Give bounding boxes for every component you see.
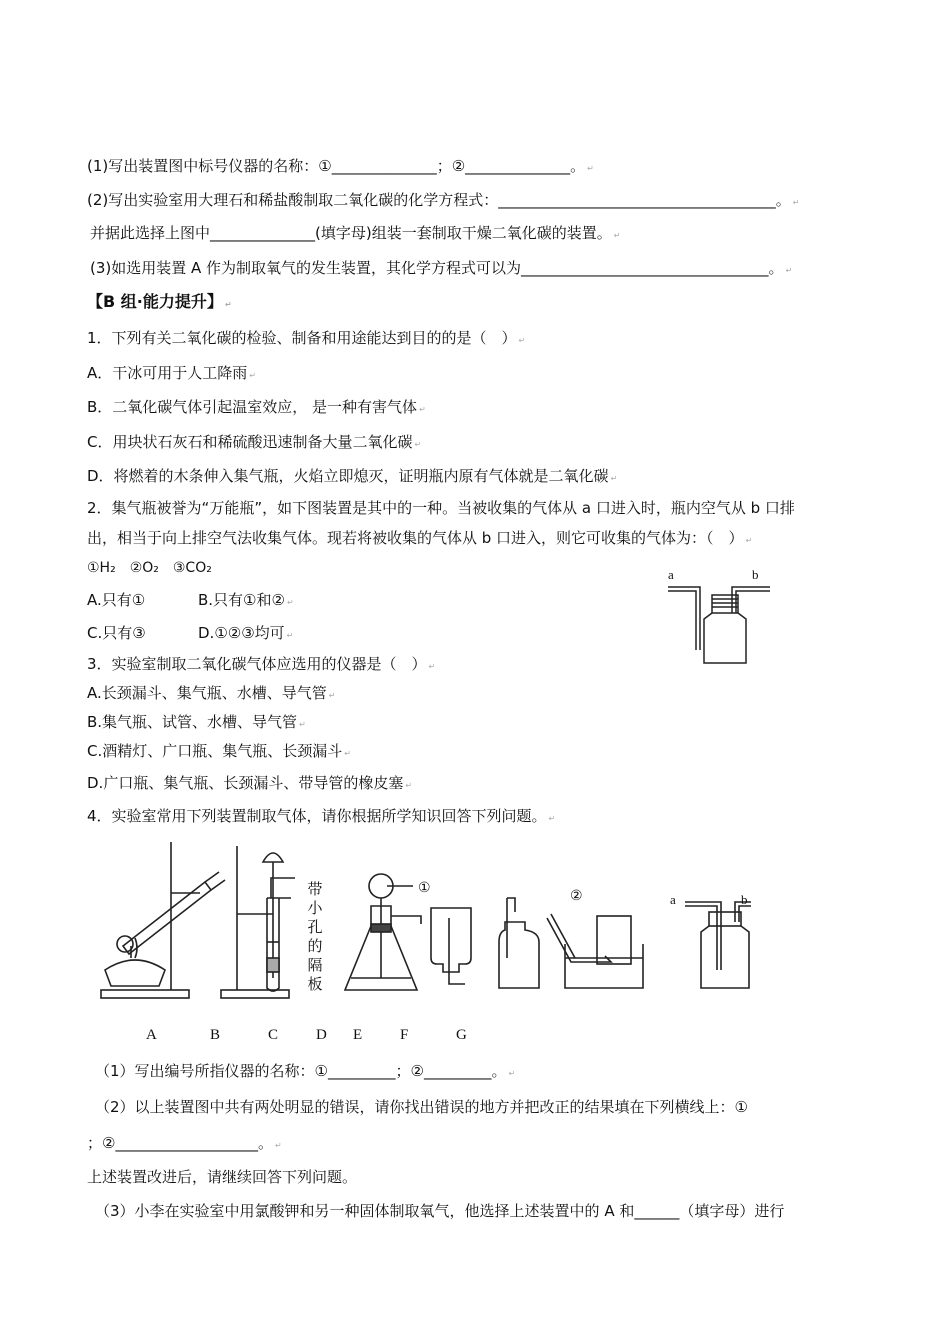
fig-letter-b: B <box>210 1027 221 1043</box>
fig-letter-a: A <box>146 1027 157 1043</box>
sectionA-q3: (3)如选用装置 A 作为制取氧气的发生装置，其化学方程式可以为_________________________________。 ↵ <box>90 259 793 277</box>
p4-q1: （1）写出编号所指仪器的名称：①_________；②_________。 ↵ <box>95 1062 516 1080</box>
p2-stem-1: 2．集气瓶被誉为“万能瓶”，如下图装置是其中的一种。当被收集的气体从 a 口进入时，瓶内空气从 b 口排 <box>87 499 795 517</box>
p2-fig-label-a: a <box>668 567 674 582</box>
p3-option-c: C.酒精灯、广口瓶、集气瓶、长颈漏斗 ↵ <box>87 742 351 760</box>
fig-letter-g: G <box>456 1027 467 1043</box>
p1-stem: 1．下列有关二氧化碳的检验、制备和用途能达到目的的是（ ） ↵ <box>87 329 526 347</box>
p4-label-circle-2: ② <box>570 889 583 904</box>
p3-option-d: D.广口瓶、集气瓶、长颈漏斗、带导管的橡皮塞 ↵ <box>87 774 413 792</box>
p4-q2: （2）以上装置图中共有两处明显的错误，请你找出错误的地方并把改正的结果填在下列横线上：① <box>95 1098 748 1116</box>
p4-label-b: b <box>741 892 748 907</box>
p3-option-b: B.集气瓶、试管、水槽、导气管 ↵ <box>87 713 306 731</box>
p4-q3: （3）小李在实验室中用氯酸钾和另一种固体制取氧气，他选择上述装置中的 A 和______（填字母）进行 <box>95 1202 785 1220</box>
sectionA-q2: (2)写出实验室用大理石和稀盐酸制取二氧化碳的化学方程式：_____________________________________。 ↵ <box>87 191 800 209</box>
p1-option-a: A．干冰可用于人工降雨 ↵ <box>87 364 256 382</box>
sectionA-q1: (1)写出装置图中标号仪器的名称：①______________；②______________。 ↵ <box>87 157 594 175</box>
fig-letter-d: D <box>316 1027 327 1043</box>
p4-note: 上述装置改进后，请继续回答下列问题。 <box>87 1168 358 1186</box>
sectionB-header: 【B 组·能力提升】 ↵ <box>87 292 232 311</box>
fig-letter-f: F <box>400 1027 409 1043</box>
p2-option-d: D.①②③均可 ↵ <box>198 624 294 642</box>
fig-letter-e: E <box>353 1027 363 1043</box>
gas-bottle-figure <box>660 575 780 667</box>
p3-stem: 3．实验室制取二氧化碳气体应选用的仪器是（ ） ↵ <box>87 655 436 673</box>
p1-option-b: B．二氧化碳气体引起温室效应， 是一种有害气体 ↵ <box>87 398 426 416</box>
p2-option-a: A.只有① <box>87 591 146 609</box>
p1-option-d: D．将燃着的木条伸入集气瓶，火焰立即熄灭，证明瓶内原有气体就是二氧化碳 ↵ <box>87 467 618 485</box>
p4-label-circle-1: ① <box>418 881 431 896</box>
p3-option-a: A.长颈漏斗、集气瓶、水槽、导气管 ↵ <box>87 684 336 702</box>
p2-option-b: B.只有①和② ↵ <box>198 591 294 609</box>
p2-stem-2: 出，相当于向上排空气法收集气体。现若将被收集的气体从 b 口进入，则它可收集的气体为：（ ） ↵ <box>87 529 753 547</box>
p4-label-a: a <box>670 892 676 907</box>
p2-gases: ①H₂ ②O₂ ③CO₂ <box>87 560 212 576</box>
p4-q2b: ；②___________________。 ↵ <box>87 1134 282 1152</box>
fig-letter-c: C <box>268 1027 279 1043</box>
p1-option-c: C．用块状石灰石和稀硫酸迅速制备大量二氧化碳 ↵ <box>87 433 422 451</box>
p2-fig-label-b: b <box>752 567 759 582</box>
perforated-plate-label: 带小孔的隔板 <box>307 880 323 993</box>
p2-option-c: C.只有③ <box>87 624 146 642</box>
p4-stem: 4．实验室常用下列装置制取气体，请你根据所学知识回答下列问题。 ↵ <box>87 807 556 825</box>
lab-apparatus-figure <box>95 838 775 1008</box>
sectionA-q2b: 并据此选择上图中______________(填字母)组装一套制取干燥二氧化碳的装置。 ↵ <box>90 224 621 242</box>
